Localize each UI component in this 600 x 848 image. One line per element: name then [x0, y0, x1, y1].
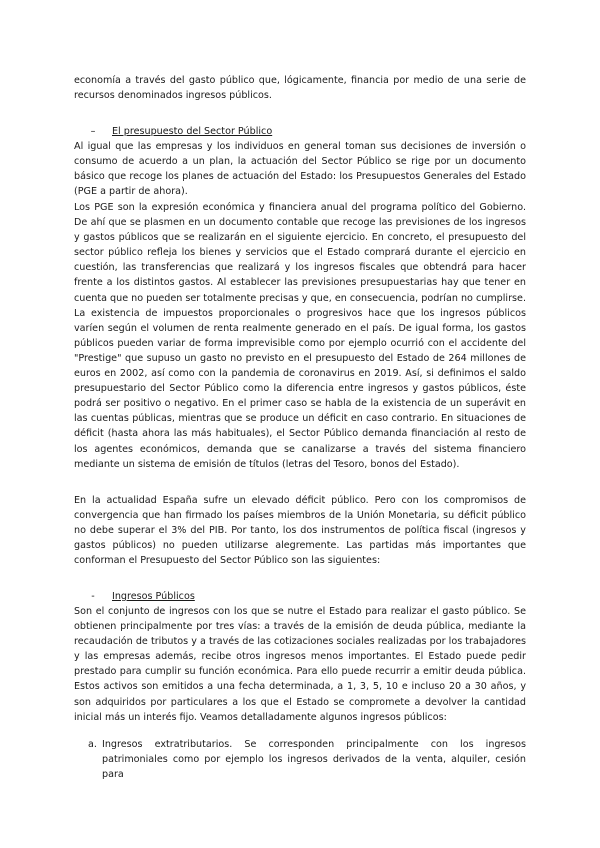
heading-label: El presupuesto del Sector Público	[112, 126, 273, 137]
paragraph-pge: Los PGE son la expresión económica y financiera anual del programa político del Gobierno. De ahí que se plasmen en un documento contable que recoge las previsiones de los ingresos y gastos públicos que se realizarán en el siguiente ejercicio. En concreto, el presupuesto del sector público refleja los bienes y servicios que el Estado comprará durante el ejercicio en cuestión, las transferencias que realizará y los ingresos fiscales que obtendrá para hacer frente a los distintos gastos. Al establecer las previsiones presupuestarias hay que tener en cuenta que no pueden ser totalmente precisas y que, en consecuencia, podrían no cumplirse. La existencia de impuestos proporcionales o progresivos hace que los ingresos públicos varíen según el volumen de renta realmente generado en el país. De igual forma, los gastos públicos pueden variar de forma imprevisible como por ejemplo ocurrió con el accidente del "Prestige" que supuso un gasto no previsto en el presupuesto del Estado de 264 millones de euros en 2002, así como con la pandemia de coronavirus en 2019. Así, si definimos el saldo presupuestario del Sector Público como la diferencia entre ingresos y gastos públicos, éste podrá ser positivo o negativo. En el primer caso se habla de la existencia de un superávit en las cuentas públicas, mientras que se produce un déficit en caso contrario. En situaciones de déficit (hasta ahora las más habituales), el Sector Público demanda financiación al resto de los agentes económicos, demanda que se canalizarse a través del sistema financiero mediante un sistema de emisión de títulos (letras del Tesoro, bonos del Estado).	[74, 202, 526, 470]
paragraph-presupuesto-intro: Al igual que las empresas y los individuos en general toman sus decisiones de inversión o consumo de acuerdo a un plan, la actuación del Sector Público se rige por un documento básico que recoge los planes de actuación del Estado: los Presupuestos Generales del Estado (PGE a partir de ahora).	[74, 141, 526, 198]
heading-label: Ingresos Públicos	[112, 591, 195, 602]
heading-dash: –	[90, 126, 96, 137]
section-heading-presupuesto	[74, 124, 272, 139]
section-heading-ingresos	[74, 589, 195, 604]
intro-paragraph: economía a través del gasto público que, lógicamente, financia por medio de una serie de recursos denominados ingresos públicos.	[74, 75, 526, 102]
paragraph-deficit: En la actualidad España sufre un elevado déficit público. Pero con los compromisos de convergencia que han firmado los países miembros de la Unión Monetaria, su déficit público no debe superar el 3% del PIB. Por tanto, los dos instrumentos de política fiscal (ingresos y gastos públicos) no pueden utilizarse alegremente. Las partidas más importantes que conforman el Presupuesto del Sector Público son las siguientes:	[74, 495, 526, 567]
paragraph-ingresos: Son el conjunto de ingresos con los que se nutre el Estado para realizar el gasto público. Se obtienen principalmente por tres vías: a través de la emisión de deuda pública, mediante la recaudación de tributos y a través de las cotizaciones sociales realizadas por los trabajadores y las empresas además, recibe otros ingresos menos importantes. El Estado puede pedir prestado para cumplir su función económica. Para ello puede recurrir a emitir deuda pública. Estos activos son emitidos a una fecha determinada, a 1, 3, 5, 10 e incluso 20 a 30 años, y son adquiridos por particulares a los que el Estado se compromete a devolver la cantidad inicial más un interés fijo. Veamos detalladamente algunos ingresos públicos:	[74, 606, 526, 723]
list-marker: a.	[88, 739, 97, 750]
list-item-text: Ingresos extratributarios. Se corresponden principalmente con los ingresos patrimoniales como por ejemplo los ingresos derivados de la venta, alquiler, cesión para	[102, 739, 526, 781]
list-item	[88, 737, 526, 782]
heading-dash: -	[91, 591, 95, 602]
